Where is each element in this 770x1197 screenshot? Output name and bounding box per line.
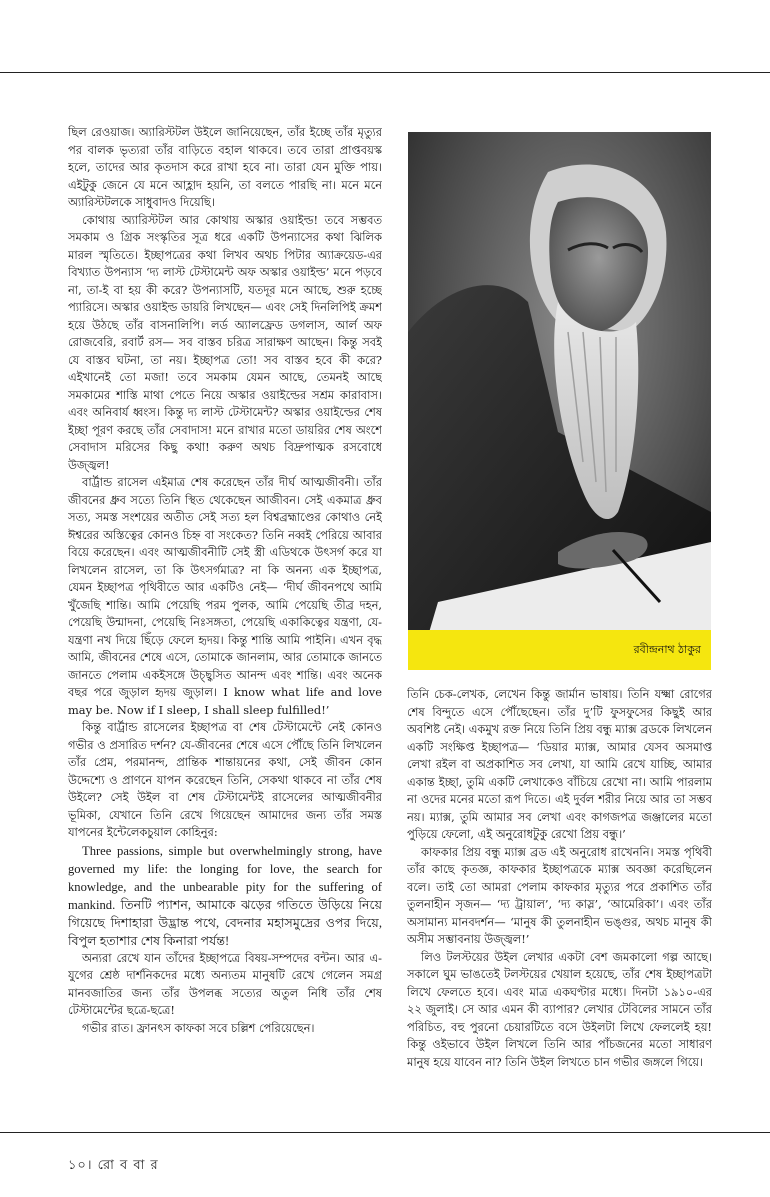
paragraph: তিনি চেক-লেখক, লেখেন কিন্তু জার্মান ভাষায়। তিনি যক্ষ্মা রোগের শেষ বিন্দুতে এসে পৌঁছেছেন। তাঁর দু’টি ফুসফুসের কিছুই আর অবশিষ্ট নেই। একমুখ রক্ত নিয়ে তিনি প্রিয় বন্ধু ম্যাক্স ব্রডকে লিখলেন একটি সংক্ষিপ্ত ইচ্ছাপত্র— ‘ডিয়ার ম্যাক্স, আমার যেসব অসমাপ্ত লেখা রইল বা অপ্রকাশিত সব লেখা, যা আমি রেখে যাচ্ছি, আমার একান্ত ইচ্ছা, তুমি একটি লেখাকেও বাঁচিয়ে রেখো না। আমি পারলাম না ওদের মনের মতো রূপ দিতে। এই দুর্বল শরীর নিয়ে আর তা সম্ভব নয়। ম্যাক্স, তুমি আমার সব লেখা এবং কাগজপত্র জঞ্জালের মতো পুড়িয়ে ফেলো, এই অনুরোধটুকু রেখো প্রিয় বন্ধু।’ [407, 687, 712, 841]
paragraph: বার্ট্রান্ড রাসেল এইমাত্র শেষ করেছেন তাঁর দীর্ঘ আত্মজীবনী। তাঁর জীবনের ধ্রুব সত্যে তিনি স্থিত থেকেছেন আজীবন। সেই একমাত্র ধ্রুব সত্য, সমস্ত সংশয়ের অতীত সেই সত্য হল বিশ্বব্রহ্মাণ্ডের কোথাও নেই ঈশ্বরের অস্তিত্বের কোনও চিহ্ন বা সংকেত? তিনি নব্বই পেরিয়ে আবার বিয়ে করেছেন। এবং আত্মজীবনীটি সেই স্ত্রী এডিথকে উৎসর্গ করে যা লিখলেন রাসেল, তা কি উৎসর্গমাত্র? না কি অনন্য এক ইচ্ছাপত্র, যেমন ইচ্ছাপত্র পৃথিবীতে আর একটিও নেই— ‘দীর্ঘ জীবনপথে আমি খুঁজেছি শান্তি। আমি পেয়েছি পরম পুলক, আমি পেয়েছি তীব্র দহন, পেয়েছি উন্মাদনা, পেয়েছি নিঃসঙ্গতা, পেয়েছি একাকিত্বের যন্ত্রণা, যে-যন্ত্রণা নখ দিয়ে ছিঁড়ে ফেলে হৃদয়। কিন্তু শান্তি আমি পাইনি। এখন বৃদ্ধ আমি, জীবনের শেষে এসে, তোমাকে জানলাম, আর তোমাকে জানতে জানতে পেলাম একইসঙ্গে উচ্ছ্বসিত আনন্দ এবং শান্তি। এবং অনেক বছর পরে জুড়াল হৃদয় জুড়াল। I know what life and love may be. Now if I sleep, I shall sleep fulfilled!’ [68, 475, 382, 717]
paragraph: কোথায় অ্যারিস্টটল আর কোথায় অস্কার ওয়াইল্ড! তবে সম্ভবত সমকাম ও গ্রিক সংস্কৃতির সূত্র ধরে একটি উপন্যাসের কথা ঝিলিক মারল স্মৃতিতে। ইচ্ছাপত্রের কথা লিখব অথচ পিটার অ্যাক্রয়েড-এর বিখ্যাত উপন্যাস ‘দ্য লাস্ট টেস্টামেন্ট অফ অস্কার ওয়াইল্ড’ মনে পড়বে না, তা-ই বা হয় কী করে? উপন্যাসটি, যতদূর মনে আছে, শুরু হচ্ছে প্যারিসে। অস্কার ওয়াইল্ড ডায়রি লিখছেন— এবং সেই দিনলিপিই ক্রমশ হয়ে উঠছে তাঁর বাসনালিপি। লর্ড অ্যালফ্রেড ডগলাস, আর্ল অফ রোজবেরি, রবার্ট রস— সব বাস্তব চরিত্র সারাক্ষণ আছেন। কিন্তু সবই যে বাস্তব ঘটনা, তা নয়। ইচ্ছাপত্র তো! সব বাস্তব হবে কী করে? এইখানেই তো মজা! তবে সমকাম যেমন আছে, তেমনই আছে সমকামের শাস্তি মাথা পেতে নিয়ে অস্কার ওয়াইল্ডের সশ্রম কারাবাস। এবং অনিবার্য ধ্বংস। কিন্তু দ্য লাস্ট টেস্টামেন্ট? অস্কার ওয়াইল্ডের শেষ ইচ্ছা পূরণ করছে তাঁর সেবাদাস! মনে রাখার মতো ডায়রির শেষ অংশে সেবাদাস মরিসের কিছু কথা! করুণ অথচ বিদ্রুপাত্মক রসবোধে উজ্জ্বল! [68, 212, 382, 472]
page-folio: ১০। রো ব বা র [68, 1158, 159, 1173]
portrait-photo [408, 132, 711, 670]
article-left-column [68, 124, 382, 1130]
bottom-rule [0, 1132, 770, 1133]
photo-caption: রবীন্দ্রনাথ ঠাকুর [408, 630, 711, 670]
top-rule [0, 72, 770, 73]
portrait-illustration [408, 132, 711, 670]
quote-paragraph: Three passions, simple but overwhelmingly strong, have governed my life: the longing for love, the search for knowledge, and the unbearable pity for the suffering of mankind. তিনটি প্যাশন, আমাকে ঝড়ের গতিতে উড়িয়ে নিয়ে গিয়েছে দিশাহারা উদ্ভ্রান্ত পথে, বেদনার মহাসমুদ্রের ওপর দিয়ে, বিপুল হতাশার শেষ কিনারা পর্যন্ত! [68, 843, 382, 948]
paragraph: কিন্তু বার্ট্রান্ড রাসেলের ইচ্ছাপত্র বা শেষ টেস্টামেন্টে নেই কোনও গভীর ও প্রসারিত দর্শন? যে-জীবনের শেষে এসে পৌঁছে তিনি লিখলেন তাঁর প্রেম, পরমানন্দ, প্রান্তিক শান্তায়নের কথা, সেই জীবন কোন উদ্দেশ্যে ও প্রাণনে যাপন করেছেন তিনি, সেকথা থাকবে না তাঁর শেষ উইলে? সেই উইল বা শেষ টেস্টামেন্টই রাসেলের আত্মজীবনীর ভূমিকা, যেখানে তিনি রেখে গিয়েছেন আমাদের জন্য তাঁর সমস্ত যাপনের ইন্টেলেকচুয়াল কোহিনুর: [68, 720, 382, 839]
paragraph: লিও টলস্টয়ের উইল লেখার একটা বেশ জমকালো গল্প আছে। সকালে ঘুম ভাঙতেই টলস্টয়ের খেয়াল হয়েছে, তাঁর শেষ ইচ্ছাপত্রটা লিখে ফেলতে হবে। এবং মাত্র একঘণ্টার মধ্যে। দিনটা ১৯১০-এর ২২ জুলাই। সে আর এমন কী ব্যাপার? লেখার টেবিলের সামনে তাঁর পরিচিত, বহু পুরনো চেয়ারটিতে বসে উইলটা লিখে ফেললেই হয়! কিন্তু ওইভাবে উইল লিখলে তিনি আর পাঁচজনের মতো সাধারণ মানুষ হয়ে যাবেন না? তিনি উইল লিখতে চান গভীর জঙ্গলে গিয়ে। [407, 949, 712, 1069]
paragraph: অন্যরা রেখে যান তাঁদের ইচ্ছাপত্রে বিষয়-সম্পদের বন্টন। আর এ-যুগের শ্রেষ্ঠ দার্শনিকদের মধ্যে অন্যতম মানুষটি রেখে গেলেন সমগ্র মানবজাতির জন্য তাঁর উপলব্ধ সত্যের অতুল নিধি তাঁর শেষ টেস্টামেন্টের ছত্রে-ছত্রে! [68, 950, 382, 1017]
paragraph: কাফকার প্রিয় বন্ধু ম্যাক্স ব্রড এই অনুরোধ রাখেননি। সমস্ত পৃথিবী তাঁর কাছে কৃতজ্ঞ, কাফকার ইচ্ছাপত্রকে ম্যাক্স অবজ্ঞা করেছিলেন বলে। তাই তো আমরা পেলাম কাফকার মৃত্যুর পরে প্রকাশিত তাঁর তুলনাহীন সৃজন— ‘দ্য ট্রায়াল’, ‘দ্য কাস্ল’, ‘আমেরিকা’। এবং তাঁর অসামান্য মানবদর্শন— ‘মানুষ কী তুলনাহীন ভঙ্গুর, অথচ মানুষ কী অসীম সম্ভাবনায় উজ্জ্বল!’ [407, 844, 712, 946]
article-right-column [407, 686, 712, 1126]
paragraph: ছিল রেওয়াজ। অ্যারিস্টটল উইলে জানিয়েছেন, তাঁর ইচ্ছে তাঁর মৃত্যুর পর বালক ভৃত্যরা তাঁর বাড়িতে বহাল থাকবে। তবে তারা প্রাপ্তবয়স্ক হলে, তাদের আর কৃতদাস করে রাখা হবে না। তারা যেন মুক্তি পায়। এইটুকু জেনে যে মনে আহ্লাদ হয়নি, তা বলতে পারছি না। মনে মনে অ্যারিস্টটলকে সাধুবাদও দিয়েছি। [68, 125, 382, 209]
paragraph: গভীর রাত। ফ্রানৎস কাফকা সবে চল্লিশ পেরিয়েছেন। [82, 1020, 315, 1035]
